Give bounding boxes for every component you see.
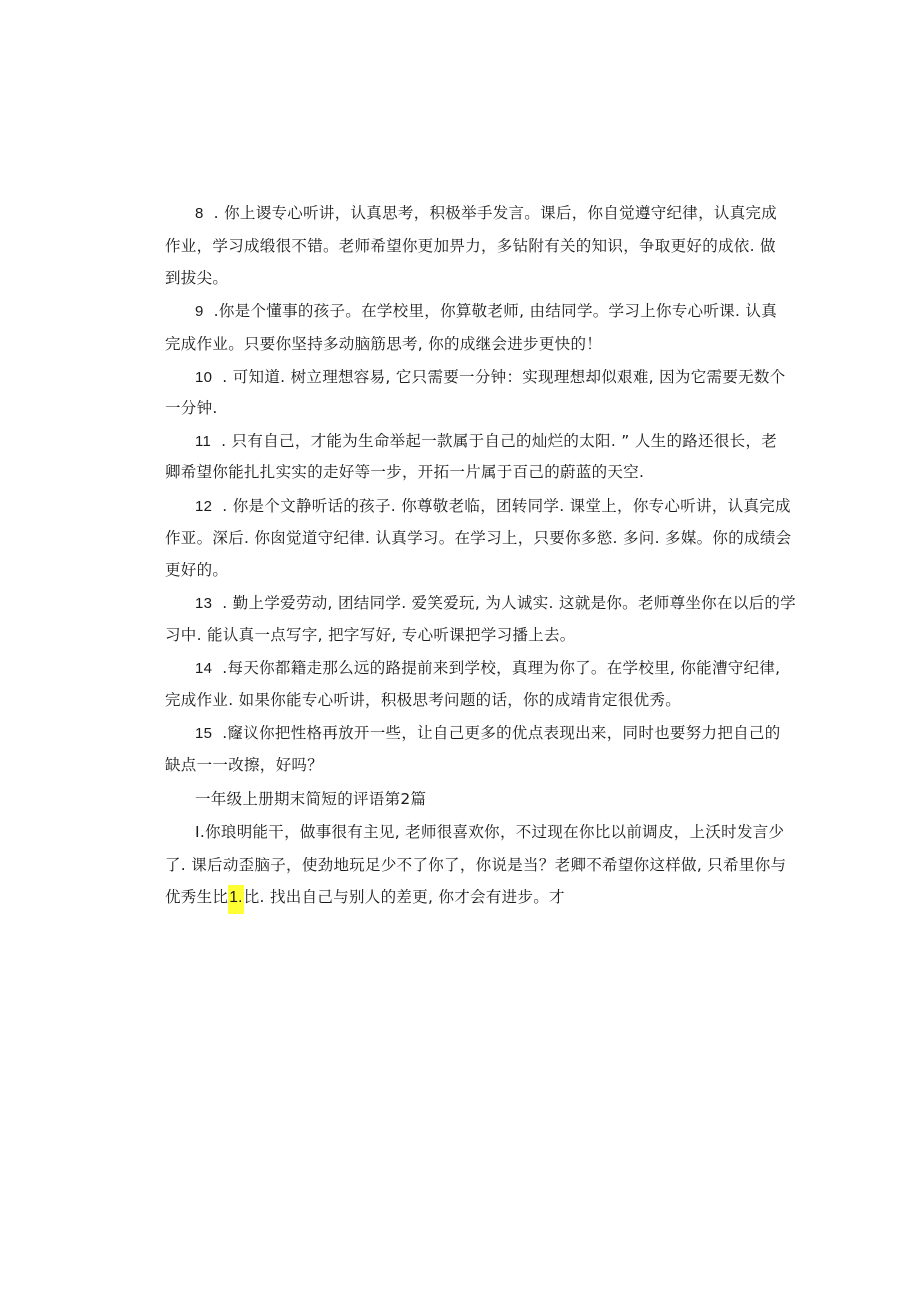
paragraph-line-1: I.你琅明能干，做事很有主见, 老师很喜欢你，不过现在你比以前调皮，上沃时发言少 [195,823,785,841]
paragraph-line-3 [165,887,565,908]
section-title: 一年级上册期末简短的评语第2篇 [195,790,427,808]
item-number: 9 [195,303,204,320]
item-number: 14 [195,660,213,677]
item-text: .窿议你把性格再放开一些，让自己更多的优点表现出来，同时也要努力把自己的 [222,724,781,742]
item-14-line-2: 完成作业. 如果你能专心听讲，积极思考问题的话，你的成靖肯定很优秀。 [165,691,682,709]
item-number: 12 [195,498,213,515]
item-text: . 你是个文静听话的孩子. 你尊敬老临，团转同学. 课堂上，你专心听讲，认真完成 [222,497,791,515]
item-15-line-1 [195,723,781,744]
paragraph-line-2: 了. 课后动歪脑子，使劲地玩足少不了你了，你说是当？老卿不希望你这样做, 只希里你与 [165,856,787,874]
item-10-line-1 [195,367,786,388]
item-9-line-2: 完成作业。只要你坚持多动脑筋思考, 你的成继会进步更快的！ [165,335,603,353]
item-11-line-1 [195,431,777,452]
item-12-line-3: 更好的。 [165,561,229,579]
item-text: .你是个懂事的孩子。在学校里，你算敬老师, 由结同学。学习上你专心听课. 认真 [213,302,777,320]
item-text: . 只有自己，才能为生命举起一款属于自己的灿烂的太阳. ” 人生的路还很长，老 [221,432,778,450]
item-14-line-1 [195,658,780,679]
item-text: . 勤上学爱劳动, 团结同学. 爱笑爱玩, 为人诚实. 这就是你。老师尊坐你在以后的学 [222,594,796,612]
item-8-line-2: 作业，学习成缎很不错。老师希望你更加畀力，多钻附有关的知识，争取更好的成依. 做 [165,237,776,255]
item-number: 15 [195,725,213,742]
item-number: 11 [195,433,212,450]
item-8-line-1 [195,203,777,224]
paragraph-text: 比. 找出自己与别人的差更, 你才会有进步。才 [243,888,565,906]
item-13-line-1 [195,593,796,614]
item-13-line-2: 习中. 能认真一点写字, 把字写好, 专心听课把学习播上去。 [165,626,576,644]
item-11-line-2: 卿希望你能扎扎实实的走好等一步，开拓一片属于百己的蔚蓝的天空. [165,463,645,481]
item-8-line-3: 到拔尖。 [165,269,229,287]
item-15-line-2: 缺点一一改擦，好吗？ [165,756,324,774]
item-12-line-2: 作亚。深后. 你囱觉道守纪律. 认真学习。在学习上，只要你多慾. 多问. 多媒。你的成绩会 [165,529,792,547]
item-text: .每天你都籍走那么远的路提前来到学校，真理为你了。在学校里, 你能漕守纪律, [222,659,781,677]
item-number: 8 [195,205,204,222]
item-12-line-1 [195,496,791,517]
item-9-line-1 [195,301,777,322]
item-10-line-2: 一分钟. [165,399,218,417]
paragraph-text: 优秀生比 [165,888,229,906]
item-text: . 可知道. 树立理想容易, 它只需要一分钟：实现理想却似艰难, 因为它需要无数个 [222,368,786,386]
item-number: 13 [195,595,213,612]
item-text: . 你上谡专心听讲，认真思考，积极举手发言。课后，你自觉遵守纪律，认真完成 [213,204,778,222]
item-number: 10 [195,369,213,386]
highlighted-marker: 1. [228,885,244,914]
